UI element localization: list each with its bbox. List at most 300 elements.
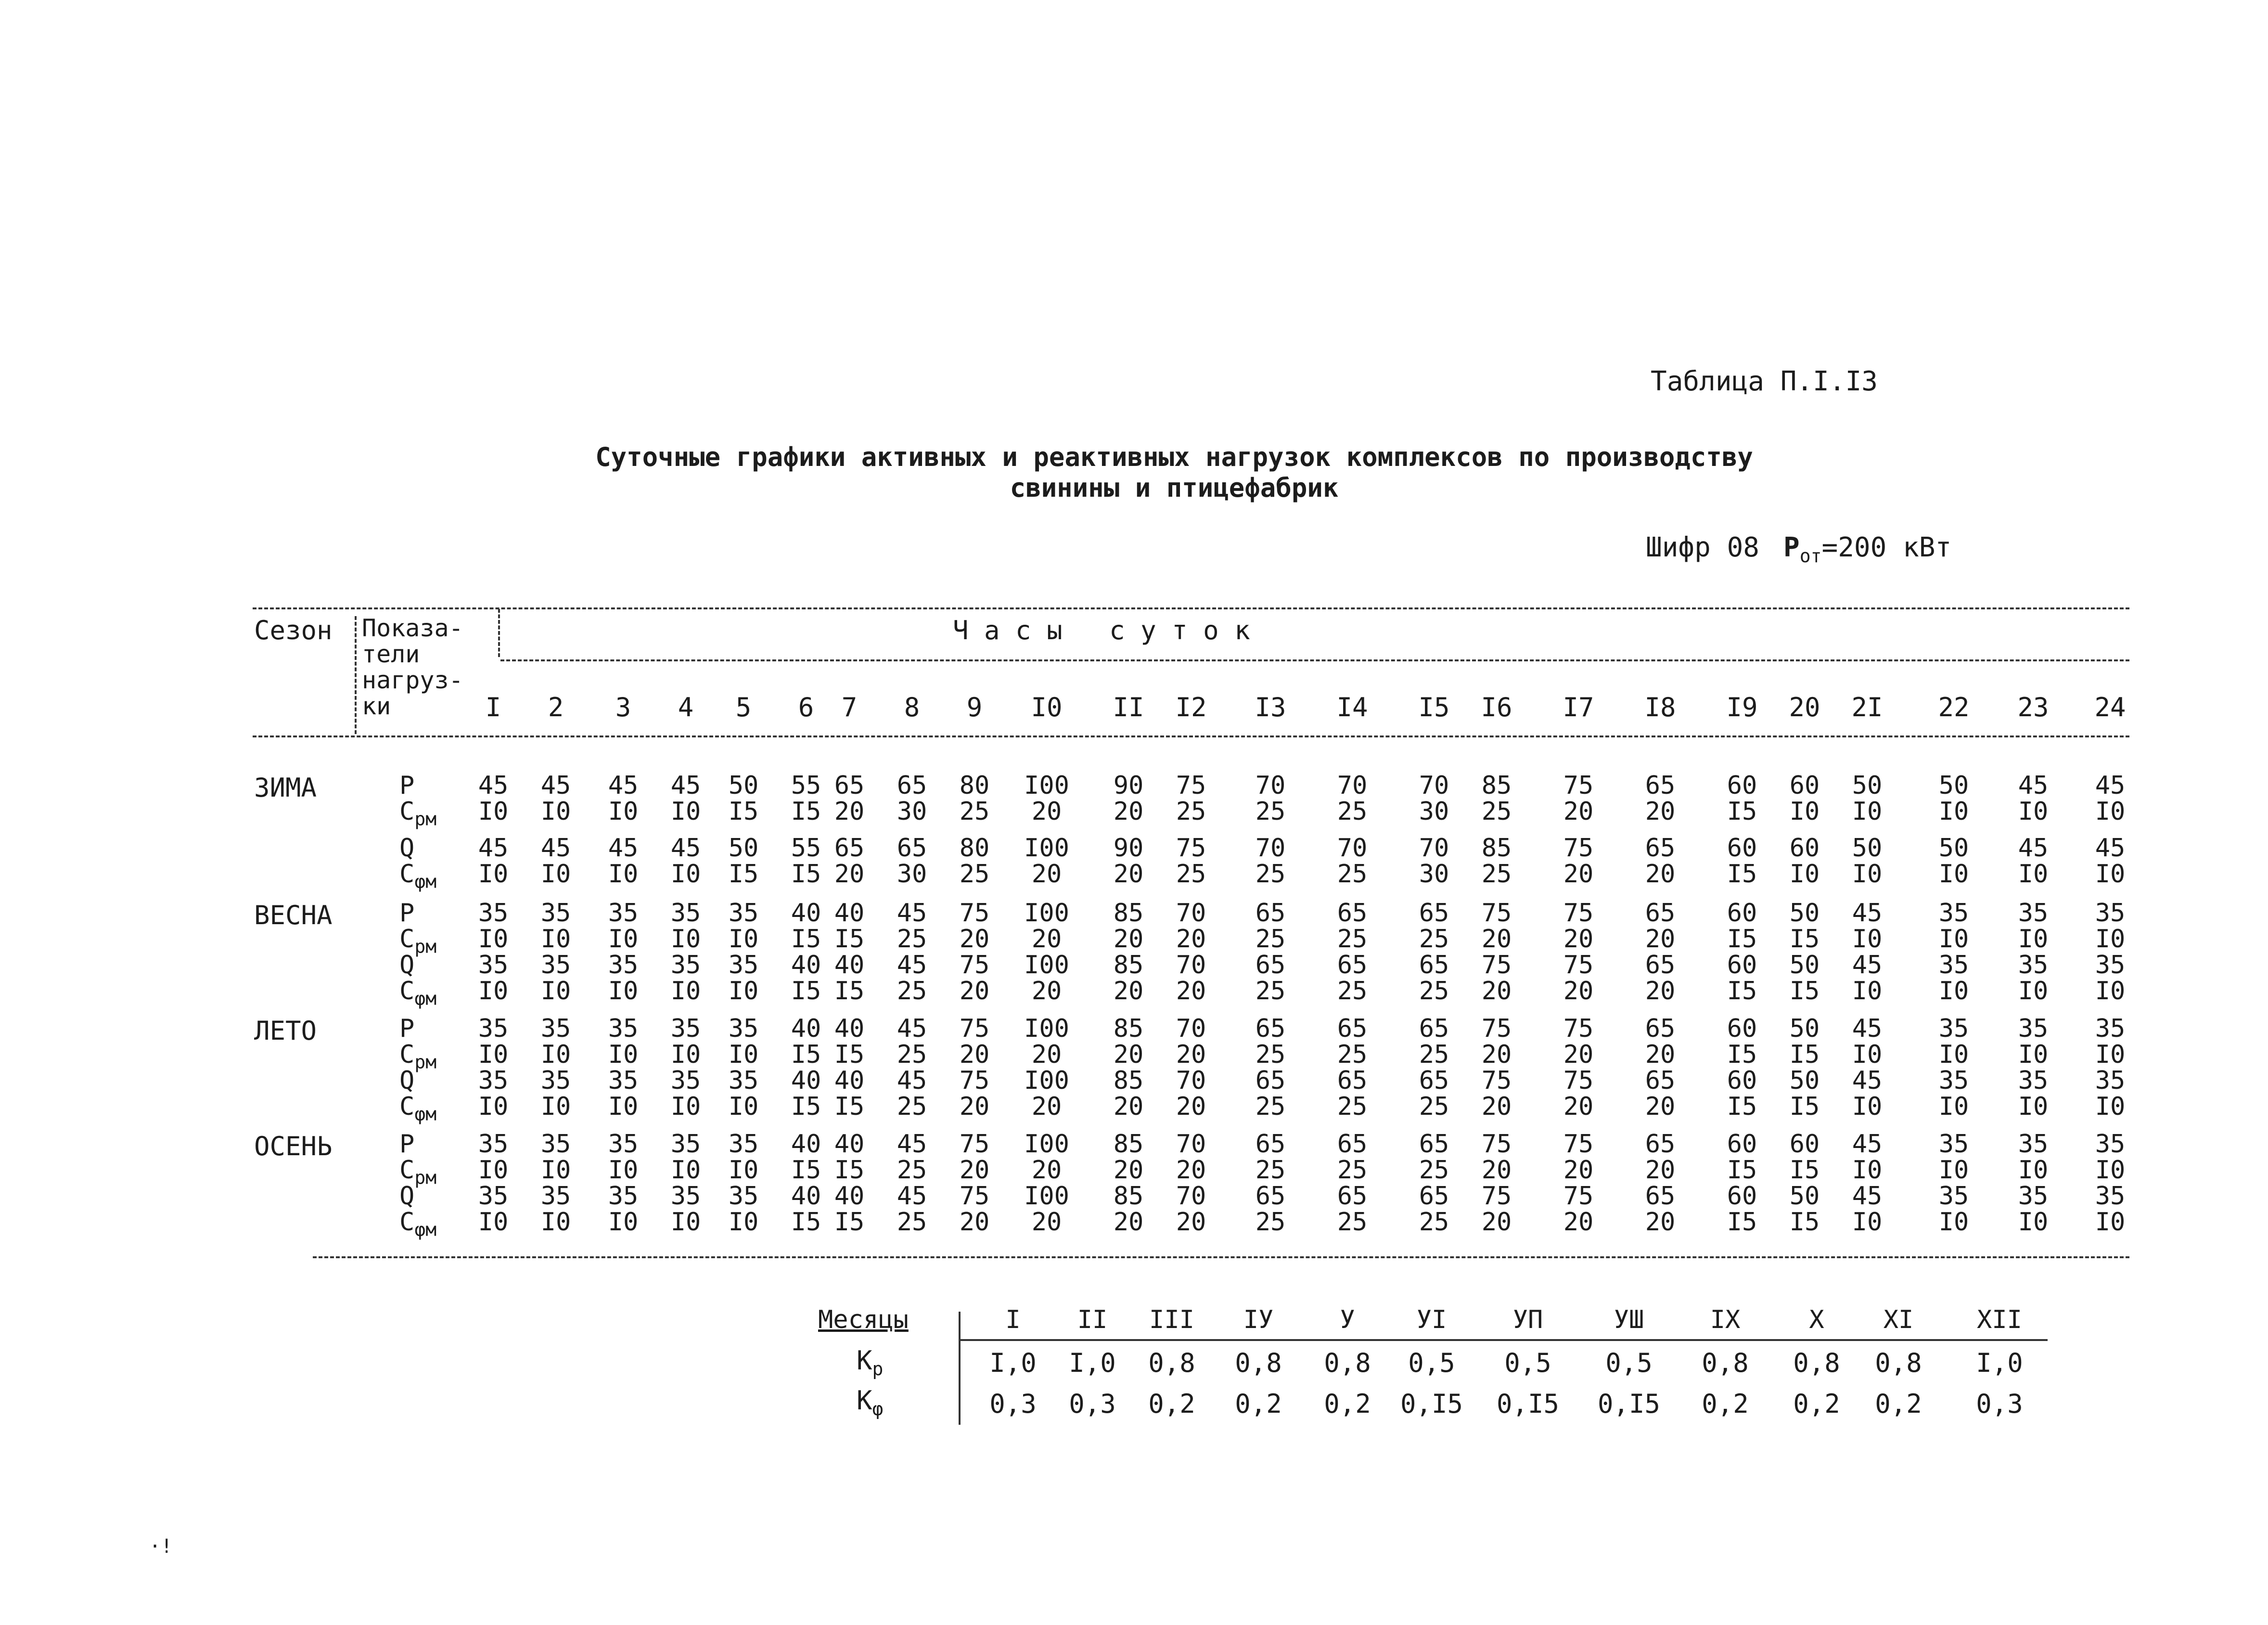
table-cell: 65 (834, 834, 865, 863)
table-label: Таблица П.I.I3 (1651, 366, 1878, 397)
table-cell: 65 (834, 771, 865, 800)
table-cell: 25 (1419, 977, 1449, 1006)
table-title (481, 442, 1867, 503)
table-cell: 60 (1789, 834, 1820, 863)
table-cell: 55 (791, 834, 821, 863)
table-cell: I0 (540, 860, 571, 889)
table-cell: I5 (1789, 1156, 1820, 1185)
kq-value: 0,2 (1793, 1389, 1840, 1419)
table-cell: 35 (608, 951, 639, 980)
cipher-line (1646, 532, 1951, 567)
table-cell: 45 (540, 834, 571, 863)
table-cell: 40 (791, 1066, 821, 1095)
table-cell: 45 (2095, 834, 2126, 863)
table-cell: I5 (1727, 977, 1757, 1006)
kp-value: 0,5 (1605, 1348, 1653, 1378)
table-cell: 35 (2095, 1014, 2126, 1043)
table-cell: 20 (1481, 1040, 1512, 1069)
table-cell: 30 (1419, 860, 1449, 889)
table-cell: 25 (1255, 925, 1286, 954)
hour-header-cell: I6 (1481, 692, 1512, 722)
kp-value: I,0 (1976, 1348, 2023, 1378)
hour-header-cell: 22 (1938, 692, 1970, 722)
table-cell: 70 (1337, 771, 1368, 800)
table-cell: I0 (2095, 1208, 2126, 1237)
table-cell: I0 (478, 925, 509, 954)
table-cell: 50 (728, 771, 759, 800)
table-cell: 25 (1255, 977, 1286, 1006)
table-cell: 35 (608, 899, 639, 928)
table-cell: 25 (1337, 1156, 1368, 1185)
table-cell: 30 (897, 860, 927, 889)
table-cell: I0 (478, 860, 509, 889)
table-cell: 20 (1563, 860, 1594, 889)
indicator-label (399, 773, 436, 832)
month-name: УШ (1614, 1305, 1644, 1334)
month-name: XII (1977, 1305, 2022, 1334)
table-cell: I0 (1938, 977, 1969, 1006)
table-cell: I0 (1852, 860, 1883, 889)
table-cell: 20 (1645, 1208, 1676, 1237)
kp-label (857, 1345, 883, 1380)
table-cell: I0 (728, 1156, 759, 1185)
hour-header-cell: I (485, 692, 501, 722)
hours-rule (500, 659, 2129, 661)
table-cell: 20 (959, 1040, 990, 1069)
table-cell: 20 (959, 925, 990, 954)
table-cell: 75 (1481, 1182, 1512, 1211)
month-name: У (1340, 1305, 1355, 1334)
months-label: Месяцы (818, 1305, 909, 1334)
table-cell: 35 (540, 899, 571, 928)
hour-header-cell: 3 (615, 692, 631, 722)
table-cell: 45 (608, 771, 639, 800)
table-cell: 75 (1563, 771, 1594, 800)
table-cell: 55 (791, 771, 821, 800)
kp-value: 0,8 (1875, 1348, 1922, 1378)
table-cell: 75 (1563, 1066, 1594, 1095)
table-cell: 60 (1727, 1014, 1757, 1043)
table-cell: 40 (834, 1014, 865, 1043)
table-cell: 70 (1337, 834, 1368, 863)
hour-header-cell: 6 (798, 692, 814, 722)
table-cell: I5 (1789, 1040, 1820, 1069)
table-cell: 75 (1563, 834, 1594, 863)
table-cell: 45 (1852, 1014, 1883, 1043)
table-cell: I0 (670, 925, 701, 954)
indicator-label (399, 1068, 436, 1127)
table-cell: 20 (1113, 860, 1144, 889)
table-cell: 75 (1563, 1014, 1594, 1043)
table-cell: 65 (1255, 1014, 1286, 1043)
kp-value: 0,5 (1504, 1348, 1551, 1378)
table-cell: 20 (1176, 925, 1206, 954)
table-cell: I0 (540, 797, 571, 826)
table-cell: 25 (1337, 860, 1368, 889)
table-cell: 45 (897, 1182, 927, 1211)
season-name: ЛЕТО (254, 1016, 317, 1046)
table-cell: I5 (1727, 1092, 1757, 1121)
table-cell: 50 (1938, 834, 1969, 863)
table-cell: 60 (1727, 1182, 1757, 1211)
table-cell: I0 (2018, 860, 2049, 889)
table-cell: 20 (1031, 925, 1062, 954)
table-cell: 75 (959, 951, 990, 980)
kq-value: 0,2 (1235, 1389, 1282, 1419)
table-cell: I00 (1024, 834, 1069, 863)
table-cell: 25 (1419, 925, 1449, 954)
table-cell: 45 (1852, 1182, 1883, 1211)
table-cell: 45 (670, 771, 701, 800)
table-cell: 20 (1113, 1040, 1144, 1069)
indicator-symbol: Q (399, 1182, 415, 1211)
table-cell: 75 (1481, 1130, 1512, 1159)
table-cell: 20 (1031, 860, 1062, 889)
table-cell: 20 (1176, 1040, 1206, 1069)
table-cell: 35 (478, 899, 509, 928)
table-cell: 70 (1255, 834, 1286, 863)
table-cell: 65 (1645, 899, 1676, 928)
table-cell: 45 (1852, 899, 1883, 928)
table-cell: I5 (834, 1040, 865, 1069)
table-cell: 35 (478, 1066, 509, 1095)
table-cell: 35 (2095, 1182, 2126, 1211)
table-cell: 35 (670, 1014, 701, 1043)
kq-value: 0,3 (1976, 1389, 2023, 1419)
indicator-label (399, 1183, 436, 1242)
month-name: III (1149, 1305, 1194, 1334)
table-cell: 35 (670, 1066, 701, 1095)
table-cell: 35 (540, 1014, 571, 1043)
table-cell: 65 (1255, 951, 1286, 980)
kq-value: 0,I5 (1598, 1389, 1661, 1419)
table-cell: I0 (670, 1156, 701, 1185)
hour-header-cell: I8 (1644, 692, 1676, 722)
coefficient-letter: C (399, 1156, 415, 1185)
table-cell: 35 (1938, 1182, 1969, 1211)
table-cell: 50 (1938, 771, 1969, 800)
table-cell: 70 (1176, 951, 1206, 980)
table-cell: 40 (791, 1014, 821, 1043)
table-cell: I5 (1727, 1040, 1757, 1069)
table-cell: 60 (1727, 1130, 1757, 1159)
kq-label (857, 1385, 883, 1419)
coefficient-subscript: φм (414, 988, 437, 1009)
table-cell: 25 (1419, 1092, 1449, 1121)
table-cell: 65 (1255, 899, 1286, 928)
table-cell: 25 (1481, 860, 1512, 889)
kq-value: 0,I5 (1400, 1389, 1463, 1419)
table-cell: 30 (897, 797, 927, 826)
indicator-label (399, 835, 436, 894)
table-cell: 20 (959, 1092, 990, 1121)
table-cell: 20 (1645, 1156, 1676, 1185)
hour-header-cell: 5 (735, 692, 752, 722)
table-cell: 35 (2018, 899, 2049, 928)
table-cell: I0 (478, 1208, 509, 1237)
table-cell: 25 (897, 1156, 927, 1185)
table-cell: 90 (1113, 834, 1144, 863)
table-cell: 35 (1938, 1014, 1969, 1043)
table-cell: 80 (959, 771, 990, 800)
table-cell: 65 (1337, 1066, 1368, 1095)
table-cell: 20 (1113, 1156, 1144, 1185)
kq-value: 0,2 (1148, 1389, 1195, 1419)
table-cell: I0 (540, 977, 571, 1006)
table-cell: 20 (1481, 977, 1512, 1006)
table-cell: I0 (1852, 1156, 1883, 1185)
table-cell: I0 (2095, 797, 2126, 826)
table-cell: I0 (478, 1040, 509, 1069)
table-cell: 20 (1563, 1092, 1594, 1121)
table-cell: 45 (897, 951, 927, 980)
table-cell: 35 (2018, 1014, 2049, 1043)
table-cell: 70 (1176, 1066, 1206, 1095)
indicator-coefficient (399, 978, 436, 1011)
hour-header-cell: 2 (548, 692, 564, 722)
table-cell: 20 (1113, 1092, 1144, 1121)
table-cell: 20 (959, 977, 990, 1006)
table-cell: I5 (728, 860, 759, 889)
table-cell: I0 (608, 1156, 639, 1185)
table-cell: I0 (1852, 1092, 1883, 1121)
table-cell: 35 (728, 1182, 759, 1211)
table-cell: 20 (834, 797, 865, 826)
table-cell: I5 (834, 1156, 865, 1185)
months-underline (960, 1339, 2048, 1341)
coefficient-letter: C (399, 860, 415, 889)
table-cell: 75 (1481, 1066, 1512, 1095)
table-cell: 45 (1852, 1130, 1883, 1159)
table-cell: I0 (728, 925, 759, 954)
table-cell: I00 (1024, 1182, 1069, 1211)
table-cell: 35 (540, 1066, 571, 1095)
table-cell: 20 (1113, 977, 1144, 1006)
table-cell: 70 (1176, 1130, 1206, 1159)
power-value: =200 кВт (1821, 532, 1952, 563)
table-cell: 20 (1176, 977, 1206, 1006)
table-cell: I5 (791, 860, 821, 889)
indicator-symbol: P (399, 899, 415, 928)
table-cell: 40 (834, 1182, 865, 1211)
table-cell: I00 (1024, 951, 1069, 980)
table-cell: I0 (540, 1156, 571, 1185)
table-cell: 45 (540, 771, 571, 800)
indicator-symbol: P (399, 1014, 415, 1043)
month-name: II (1077, 1305, 1108, 1334)
table-cell: I0 (1852, 1040, 1883, 1069)
table-cell: 40 (791, 1130, 821, 1159)
table-cell: 25 (959, 797, 990, 826)
table-cell: I5 (834, 1092, 865, 1121)
coefficient-subscript: φм (414, 871, 437, 892)
table-cell: 85 (1113, 1182, 1144, 1211)
table-cell: I0 (2018, 1208, 2049, 1237)
table-cell: I5 (728, 797, 759, 826)
kq-value: 0,3 (1069, 1389, 1116, 1419)
table-cell: 20 (1031, 1156, 1062, 1185)
table-cell: 20 (1031, 977, 1062, 1006)
table-cell: I0 (540, 925, 571, 954)
coefficient-subscript: рм (414, 1167, 437, 1188)
coefficient-subscript: рм (414, 808, 437, 830)
header-indicators-line: ки (362, 692, 391, 720)
table-cell: 90 (1113, 771, 1144, 800)
table-cell: I0 (478, 1092, 509, 1121)
table-cell: I00 (1024, 1014, 1069, 1043)
table-cell: I00 (1024, 1130, 1069, 1159)
table-cell: 85 (1481, 834, 1512, 863)
table-cell: 45 (478, 834, 509, 863)
table-cell: 20 (1563, 797, 1594, 826)
table-cell: 85 (1481, 771, 1512, 800)
table-cell: I5 (1789, 1208, 1820, 1237)
table-cell: 80 (959, 834, 990, 863)
table-cell: I0 (2018, 1040, 2049, 1069)
table-cell: 20 (959, 1156, 990, 1185)
table-cell: 85 (1113, 1014, 1144, 1043)
table-cell: 65 (1645, 1014, 1676, 1043)
table-cell: I0 (1852, 977, 1883, 1006)
table-cell: 20 (834, 860, 865, 889)
table-cell: 20 (1031, 1092, 1062, 1121)
table-cell: 35 (1938, 899, 1969, 928)
table-cell: 35 (478, 951, 509, 980)
table-cell: 25 (897, 977, 927, 1006)
hour-header-cell: 9 (966, 692, 983, 722)
table-cell: 45 (897, 899, 927, 928)
month-name: IУ (1243, 1305, 1274, 1334)
kp-value: I,0 (1069, 1348, 1116, 1378)
months-divider (959, 1312, 961, 1425)
table-cell: I0 (728, 1092, 759, 1121)
table-cell: 35 (2095, 1066, 2126, 1095)
kq-value: 0,I5 (1497, 1389, 1560, 1419)
table-cell: 20 (1031, 1040, 1062, 1069)
table-cell: 50 (1852, 834, 1883, 863)
kp-value: I,0 (989, 1348, 1037, 1378)
table-cell: I5 (834, 1208, 865, 1237)
table-cell: 75 (1563, 1182, 1594, 1211)
table-cell: 35 (2018, 1066, 2049, 1095)
table-cell: 20 (1645, 1040, 1676, 1069)
coefficient-letter: C (399, 1208, 415, 1237)
table-cell: 65 (1337, 1130, 1368, 1159)
table-cell: I0 (2095, 925, 2126, 954)
power-subscript: от (1799, 545, 1822, 567)
table-cell: 65 (897, 834, 927, 863)
hour-header-cell: 8 (904, 692, 920, 722)
table-cell: 85 (1113, 899, 1144, 928)
table-cell: 65 (1645, 951, 1676, 980)
table-cell: 25 (897, 925, 927, 954)
header-indicators-line: нагруз- (362, 666, 463, 694)
table-cell: 50 (1789, 1066, 1820, 1095)
table-cell: 35 (728, 1130, 759, 1159)
table-cell: I0 (728, 977, 759, 1006)
table-top-rule (253, 607, 2129, 609)
coefficient-subscript: φм (414, 1103, 437, 1125)
hour-header-cell: 23 (2017, 692, 2049, 722)
table-cell: 20 (1563, 1208, 1594, 1237)
table-cell: I0 (670, 1040, 701, 1069)
season-divider (355, 616, 357, 734)
table-cell: 50 (1852, 771, 1883, 800)
table-cell: 85 (1113, 1130, 1144, 1159)
table-cell: 25 (1255, 1156, 1286, 1185)
table-cell: 20 (1176, 1208, 1206, 1237)
table-cell: 70 (1419, 834, 1449, 863)
table-cell: 40 (834, 1130, 865, 1159)
table-cell: 35 (670, 1182, 701, 1211)
header-indicators-line: Показа- (362, 614, 463, 642)
table-cell: I0 (1852, 925, 1883, 954)
table-cell: 60 (1727, 951, 1757, 980)
table-cell: 35 (540, 951, 571, 980)
table-cell: 75 (1481, 1014, 1512, 1043)
table-cell: 25 (1419, 1208, 1449, 1237)
table-cell: 25 (1337, 1092, 1368, 1121)
table-cell: I0 (608, 797, 639, 826)
table-cell: 65 (1255, 1130, 1286, 1159)
table-cell: 45 (2018, 771, 2049, 800)
table-cell: 40 (834, 899, 865, 928)
table-cell: 25 (1337, 797, 1368, 826)
table-cell: I5 (834, 977, 865, 1006)
table-cell: 70 (1176, 1182, 1206, 1211)
table-cell: 30 (1419, 797, 1449, 826)
kq-value: 0,2 (1324, 1389, 1371, 1419)
month-name: I (1005, 1305, 1021, 1334)
table-cell: 20 (1563, 925, 1594, 954)
kp-value: 0,8 (1793, 1348, 1840, 1378)
table-cell: I5 (834, 925, 865, 954)
table-cell: I0 (608, 1040, 639, 1069)
table-cell: I5 (1727, 797, 1757, 826)
table-cell: 65 (1419, 1130, 1449, 1159)
table-cell: 20 (1481, 925, 1512, 954)
table-cell: 50 (1789, 899, 1820, 928)
table-cell: 75 (1176, 834, 1206, 863)
table-cell: 25 (897, 1040, 927, 1069)
season-name: ВЕСНА (254, 900, 333, 930)
table-cell: 60 (1727, 899, 1757, 928)
table-cell: 65 (1645, 1130, 1676, 1159)
table-cell: 35 (2095, 951, 2126, 980)
table-cell: 20 (1563, 1156, 1594, 1185)
header-bottom-rule (253, 735, 2129, 737)
cipher-label: Шифр 08 (1646, 532, 1760, 563)
table-cell: 35 (670, 1130, 701, 1159)
table-cell: I0 (1852, 797, 1883, 826)
table-cell: 65 (1337, 899, 1368, 928)
table-cell: 25 (1255, 1092, 1286, 1121)
indicator-coefficient (399, 1209, 436, 1242)
indicator-symbol: Q (399, 951, 415, 980)
header-indicators-line: тели (362, 640, 420, 668)
indicator-symbol: Q (399, 1066, 415, 1095)
table-cell: 75 (959, 1066, 990, 1095)
table-cell: 25 (1255, 1040, 1286, 1069)
table-cell: 75 (1563, 1130, 1594, 1159)
table-cell: 25 (1176, 860, 1206, 889)
season-name: ЗИМА (254, 773, 317, 803)
table-cell: 45 (478, 771, 509, 800)
table-cell: I0 (728, 1208, 759, 1237)
table-cell: I0 (2095, 1040, 2126, 1069)
table-cell: I5 (1727, 925, 1757, 954)
table-cell: 40 (834, 951, 865, 980)
